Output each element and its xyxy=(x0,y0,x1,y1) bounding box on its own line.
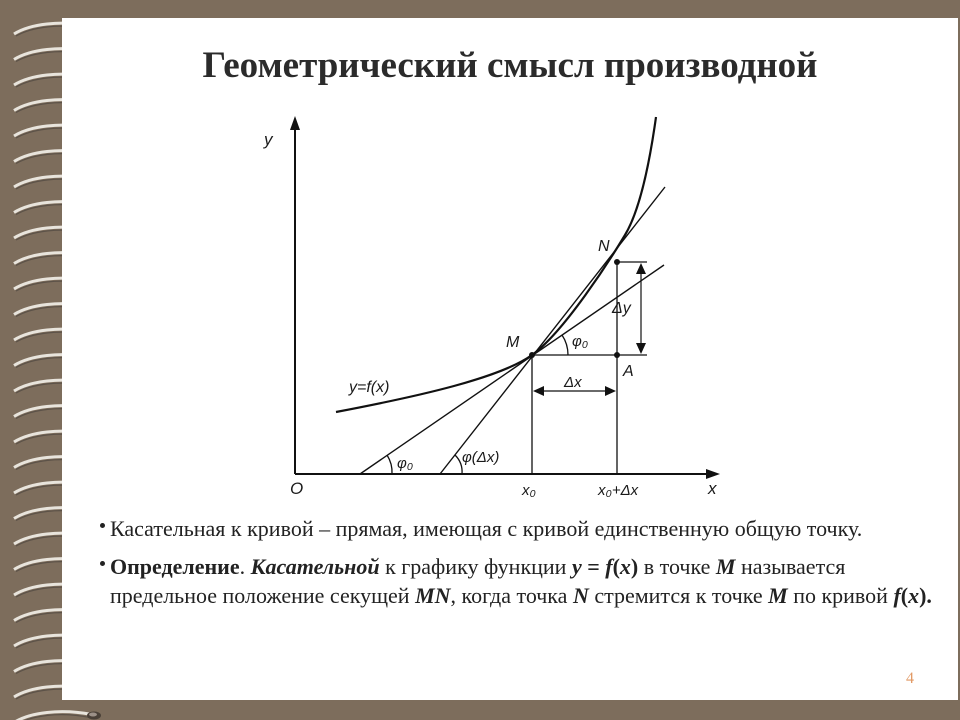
angle-arc-phi0-bottom xyxy=(387,455,392,474)
paren: ( xyxy=(900,583,909,608)
angle-arc-phi0-m xyxy=(562,335,568,355)
delta-x-arrow-right xyxy=(605,386,616,396)
dot: . xyxy=(239,554,251,579)
paragraph-definition-naive xyxy=(108,514,938,543)
text-block xyxy=(108,514,938,619)
x-axis-arrow xyxy=(706,469,720,479)
y-axis-arrow xyxy=(290,116,300,130)
func-f: f xyxy=(605,554,613,579)
phi0-angle-label: φ₀ xyxy=(572,333,589,350)
phi-dx-label: φ(Δx) xyxy=(462,449,500,466)
text-part: в точке xyxy=(638,554,716,579)
text-part: к графику функции xyxy=(379,554,572,579)
point-m: M xyxy=(715,554,736,579)
x-axis-label: x xyxy=(708,479,717,498)
text-part: , когда точка xyxy=(450,583,573,608)
func-f: f xyxy=(893,583,901,608)
var-y: y xyxy=(571,554,582,579)
paragraph-definition-formal xyxy=(108,552,938,610)
y-axis-label: y xyxy=(264,130,273,149)
delta-x-arrow-left xyxy=(533,386,544,396)
point-n: N xyxy=(572,583,589,608)
secant-mn: MN xyxy=(415,583,451,608)
text-part: стремится к точке xyxy=(588,583,769,608)
paragraph-1-text: Касательная к кривой – прямая, имеющая с кривой единственную общую точку. xyxy=(110,516,863,541)
point-a xyxy=(614,352,620,358)
definition-word: Определение xyxy=(110,554,240,579)
tangent-line xyxy=(360,265,664,474)
x0dx-tick-label: x₀+Δx xyxy=(598,482,639,499)
secant-line xyxy=(440,187,665,474)
delta-x-label: Δx xyxy=(564,374,582,391)
delta-y-arrow-up xyxy=(636,263,646,274)
page-number: 4 xyxy=(906,670,914,687)
var-x: x xyxy=(619,554,631,579)
phi0-bottom-label: φ₀ xyxy=(397,455,414,472)
text-part: по кривой xyxy=(787,583,894,608)
paren: ( xyxy=(612,554,620,579)
delta-y-arrow-down xyxy=(636,343,646,354)
curve-fx xyxy=(336,117,656,412)
x0-tick-label: x₀ xyxy=(522,482,536,499)
point-m xyxy=(529,352,535,358)
bullet xyxy=(100,523,105,528)
point-n-label: N xyxy=(598,238,610,255)
point-n xyxy=(614,259,620,265)
equals: = xyxy=(581,554,606,579)
point-a-label: A xyxy=(623,363,634,380)
paren: ) xyxy=(630,554,639,579)
point-m: M xyxy=(768,583,788,608)
paren: ). xyxy=(919,583,932,608)
slide-title: Геометрический смысл производной xyxy=(202,45,818,86)
delta-y-label: Δy xyxy=(612,300,631,317)
curve-label: y=f(x) xyxy=(349,379,390,396)
origin-label: O xyxy=(290,479,304,498)
point-m-label: M xyxy=(506,334,520,351)
var-x: x xyxy=(908,583,920,608)
text-part: называется предельное положение секущей xyxy=(110,554,846,608)
bullet xyxy=(100,561,105,566)
tangent-word: Касательной xyxy=(250,554,380,579)
